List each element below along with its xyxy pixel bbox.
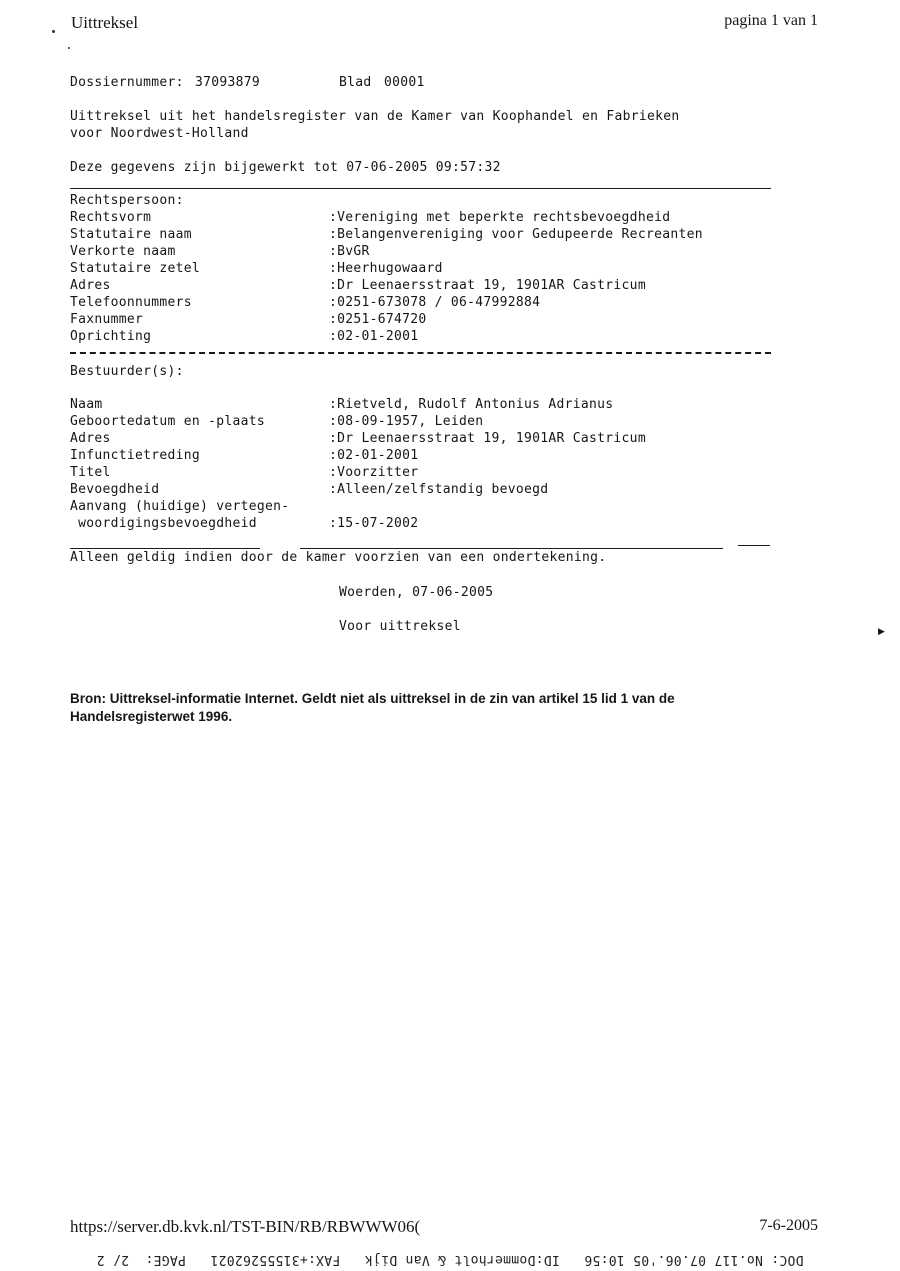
rechtspersoon-field-label: Faxnummer — [70, 312, 144, 327]
rule-top — [70, 188, 771, 189]
rule-bottom-a — [70, 548, 260, 549]
rechtspersoon-field-row — [70, 329, 790, 346]
dossier-number: 37093879 — [195, 75, 261, 90]
rechtspersoon-field-label: Verkorte naam — [70, 244, 176, 259]
bestuurder-field-row — [70, 431, 790, 448]
rechtspersoon-field-value: :02-01-2001 — [329, 329, 419, 344]
rechtspersoon-field-value: :BvGR — [329, 244, 370, 259]
aanvang-value: :15-07-2002 — [329, 516, 419, 531]
rechtspersoon-field-row — [70, 227, 790, 244]
bestuurder-field-row — [70, 397, 790, 414]
bestuurder-field-value: :Dr Leenaersstraat 19, 1901AR Castricum — [329, 431, 646, 446]
rechtspersoon-field-label: Adres — [70, 278, 111, 293]
rechtspersoon-field-value: :Belangenvereniging voor Gedupeerde Recreanten — [329, 227, 703, 242]
intro-line-1: Uittreksel uit het handelsregister van de Kamer van Koophandel en Fabrieken — [70, 109, 680, 124]
rechtspersoon-field-row — [70, 244, 790, 261]
scan-speck — [52, 30, 55, 33]
rechtspersoon-field-value: :Dr Leenaersstraat 19, 1901AR Castricum — [329, 278, 646, 293]
bestuurder-field-row — [70, 465, 790, 482]
footer-url: https://server.db.kvk.nl/TST-BIN/RB/RBWWW06( — [70, 1217, 421, 1236]
bestuurder-field-label: Infunctietreding — [70, 448, 201, 463]
fax-header-line: DOC: No.117 07.06.'05 10:56 ID:Dommerholt & Van Dijk FAX:+31555262021 PAGE: 2/ 2 — [96, 1252, 804, 1267]
rule-dashed — [70, 352, 771, 354]
blad-label: Blad — [339, 75, 372, 90]
place-date: Woerden, 07-06-2005 — [339, 585, 494, 600]
rechtspersoon-field-row — [70, 278, 790, 295]
rechtspersoon-heading: Rechtspersoon: — [70, 193, 184, 208]
aanvang-label-1: Aanvang (huidige) vertegen- — [70, 499, 290, 514]
dossier-label: Dossiernummer: — [70, 75, 184, 90]
scan-speck — [68, 47, 70, 49]
bestuurder-field-label: Bevoegdheid — [70, 482, 160, 497]
bestuurder-field-value: :Alleen/zelfstandig bevoegd — [329, 482, 549, 497]
rechtspersoon-field-label: Statutaire zetel — [70, 261, 201, 276]
rule-bottom-b — [300, 548, 723, 549]
bestuurder-field-label: Titel — [70, 465, 111, 480]
intro-line-2: voor Noordwest-Holland — [70, 126, 249, 141]
bestuurder-field-row — [70, 448, 790, 465]
updated-line: Deze gegevens zijn bijgewerkt tot 07-06-2005 09:57:32 — [70, 160, 501, 175]
rechtspersoon-field-row — [70, 295, 790, 312]
rechtspersoon-field-value: :0251-674720 — [329, 312, 427, 327]
rechtspersoon-field-label: Telefoonnummers — [70, 295, 192, 310]
validity-note: Alleen geldig indien door de kamer voorzien van een ondertekening. — [70, 550, 607, 565]
bestuurder-field-value: :Voorzitter — [329, 465, 419, 480]
blad-number: 00001 — [384, 75, 425, 90]
rechtspersoon-field-row — [70, 312, 790, 329]
bestuurder-field-row — [70, 482, 790, 499]
rechtspersoon-field-value: :Vereniging met beperkte rechtsbevoegdheid — [329, 210, 671, 225]
rule-bottom-c — [738, 545, 770, 546]
bestuurder-field-value: :08-09-1957, Leiden — [329, 414, 484, 429]
document-title: Uittreksel — [71, 13, 139, 32]
aanvang-label-2: woordigingsbevoegdheid — [70, 516, 257, 531]
rechtspersoon-field-row — [70, 210, 790, 227]
source-note: Bron: Uittreksel-informatie Internet. Geldt niet als uittreksel in de zin van artikel 15 lid 1 van de Handelsregisterwet 1996. — [70, 691, 675, 724]
page-indicator: pagina 1 van 1 — [724, 12, 818, 29]
bestuurders-heading: Bestuurder(s): — [70, 364, 184, 379]
margin-arrow-icon: ▶ — [878, 626, 885, 636]
signature-line: Voor uittreksel — [339, 619, 461, 634]
rechtspersoon-field-label: Rechtsvorm — [70, 210, 152, 225]
footer-date: 7-6-2005 — [759, 1217, 818, 1234]
rechtspersoon-field-label: Oprichting — [70, 329, 152, 344]
bestuurder-field-value: :Rietveld, Rudolf Antonius Adrianus — [329, 397, 614, 412]
bestuurder-field-label: Geboortedatum en -plaats — [70, 414, 266, 429]
bestuurder-field-label: Naam — [70, 397, 103, 412]
rechtspersoon-field-value: :Heerhugowaard — [329, 261, 443, 276]
rechtspersoon-field-label: Statutaire naam — [70, 227, 192, 242]
bestuurder-field-value: :02-01-2001 — [329, 448, 419, 463]
bestuurder-field-label: Adres — [70, 431, 111, 446]
bestuurder-field-row — [70, 414, 790, 431]
rechtspersoon-field-value: :0251-673078 / 06-47992884 — [329, 295, 541, 310]
rechtspersoon-field-row — [70, 261, 790, 278]
